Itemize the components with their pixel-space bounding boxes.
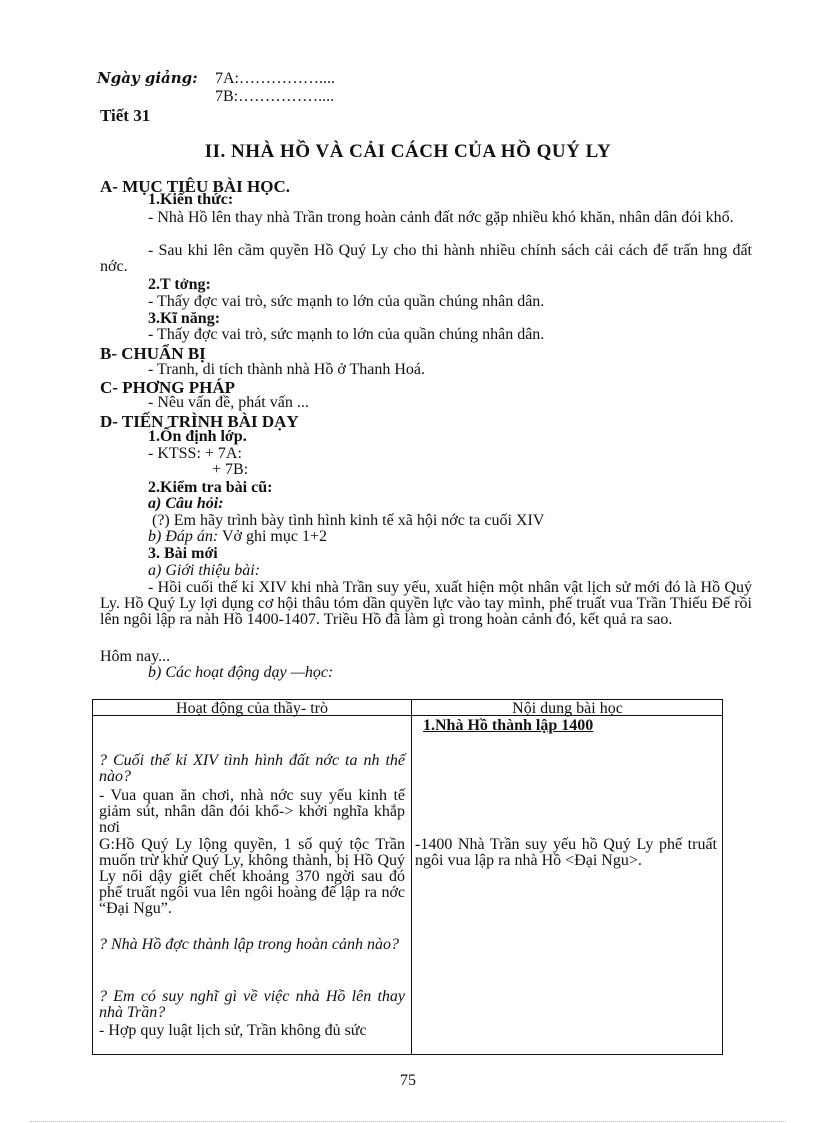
section-c-para: - Nêu vấn đề, phát vấn ...: [148, 394, 309, 411]
table-column-divider: [411, 700, 412, 1054]
table-col1-header: Hoạt động của thầy- trò: [176, 700, 328, 717]
page-number: 75: [400, 1072, 416, 1089]
table-col1-answer3: - Hợp quy luật lịch sử, Trần không đủ sức: [99, 1022, 367, 1039]
section-a2-heading: 2.T tởng:: [148, 276, 211, 293]
table-col2-header: Nội dung bài học: [512, 700, 623, 717]
table-col1-question2: ? Nhà Hồ đợc thành lập trong hoàn cảnh nào?: [99, 936, 399, 953]
table-col1-question3: ? Em có suy nghĩ gì về việc nhà Hồ lên thay nhà Trần?: [99, 988, 405, 1021]
section-b-heading: B- CHUẨN BỊ: [100, 344, 206, 363]
page-bottom-dotted-rule: [30, 1121, 786, 1122]
table-col2-content: -1400 Nhà Trần suy yếu hồ Quý Ly phế truất ngôi vua lập ra nhà Hồ <Đại Ngu>.: [415, 836, 717, 869]
section-d2-answer: Vở ghi mục 1+2: [221, 528, 327, 545]
section-a1-para1: - Nhà Hồ lên thay nhà Trần trong hoàn cảnh đất nớc gặp nhiều khó khăn, nhân dân đói khổ.: [148, 209, 734, 226]
page-title: II. NHÀ HỒ VÀ CẢI CÁCH CỦA HỒ QUÝ LY: [204, 141, 612, 162]
teach-date-label: Ngày giảng:: [97, 69, 198, 87]
section-d1-line2: + 7B:: [212, 461, 249, 478]
lesson-number: Tiết 31: [100, 106, 151, 125]
section-d2-question: (?) Em hãy trình bày tình hình kinh tế xã hội nớc ta cuối XIV: [152, 512, 545, 529]
section-d2-heading: 2.Kiểm tra bài cũ:: [148, 479, 273, 496]
section-d1-line1: - KTSS: + 7A:: [148, 445, 242, 462]
section-d-heading: D- TIẾN TRÌNH BÀI DẠY: [100, 412, 299, 431]
section-b-para: - Tranh, di tích thành nhà Hồ ở Thanh Hoá.: [148, 361, 426, 378]
section-a3-heading: 3.Kĩ năng:: [148, 310, 221, 327]
section-a2-para: - Thấy đợc vai trò, sức mạnh to lớn của quần chúng nhân dân.: [148, 293, 545, 310]
table-col1-answer1: - Vua quan ăn chơi, nhà nớc suy yếu kinh tế giảm sút, nhân dân đói khổ-> khởi nghĩa khắp nơi: [99, 787, 405, 836]
section-d3-intro: - Hồi cuối thế kỉ XIV khi nhà Trần suy yếu, xuất hiện một nhân vật lịch sử mới đó là Hồ Quý Ly. Hồ Quý Ly lợi dụng cơ hội thâu tóm dần quyền lực vào tay mình, phế truất vua Trần Thiếu Đế rồi lên ngôi lập ra nàh Hồ 1400-1407. Triều Hồ đã làm gì trong hoàn cảnh đó, kết quả ra sao.: [100, 579, 752, 628]
section-a3-para: - Thấy đợc vai trò, sức mạnh to lớn của quần chúng nhân dân.: [148, 326, 545, 343]
section-d2-answer-line: [148, 529, 327, 545]
table-col1-teacher-note: G:Hồ Quý Ly lộng quyền, 1 số quý tộc Trần muốn trừ khử Quý Ly, không thành, bị Hồ Quý Ly nổi dậy giết chết khoảng 370 ngời sau đó phế truất ngôi vua lên ngôi hoàng đế lập ra nớc “Đại Ngu”.: [99, 836, 405, 917]
section-c-heading: C- PHƠNG PHÁP: [100, 378, 236, 397]
section-d1-heading: 1.Ổn định lớp.: [148, 428, 247, 445]
section-a-heading: A- MỤC TIÊU BÀI HỌC.: [100, 177, 291, 196]
section-d3-today: Hôm nay...: [100, 648, 171, 665]
table-col2-subheading: 1.Nhà Hồ thành lập 1400: [423, 717, 594, 734]
section-d2-answer-label: b) Đáp án:: [148, 528, 219, 545]
section-d3-heading: 3. Bài mới: [148, 545, 218, 562]
class-7b-line: 7B:……………....: [215, 88, 335, 105]
section-a1-heading: 1.Kiến thức:: [148, 191, 234, 208]
class-7a-line: 7A:……………....: [215, 70, 335, 87]
section-d3-activities-label: b) Các hoạt động dạy —học:: [148, 664, 334, 681]
section-d3-intro-label: a) Giới thiệu bài:: [148, 562, 261, 579]
lesson-table: [92, 699, 723, 1055]
table-col1-question1: ? Cuối thế kỉ XIV tình hình đất nớc ta nh thế nào?: [99, 752, 405, 785]
section-a1-para2: - Sau khi lên cầm quyền Hồ Quý Ly cho thi hành nhiều chính sách cải cách để trấn hng đất nớc.: [100, 242, 752, 275]
section-d2-question-label: a) Câu hỏi:: [148, 495, 224, 512]
